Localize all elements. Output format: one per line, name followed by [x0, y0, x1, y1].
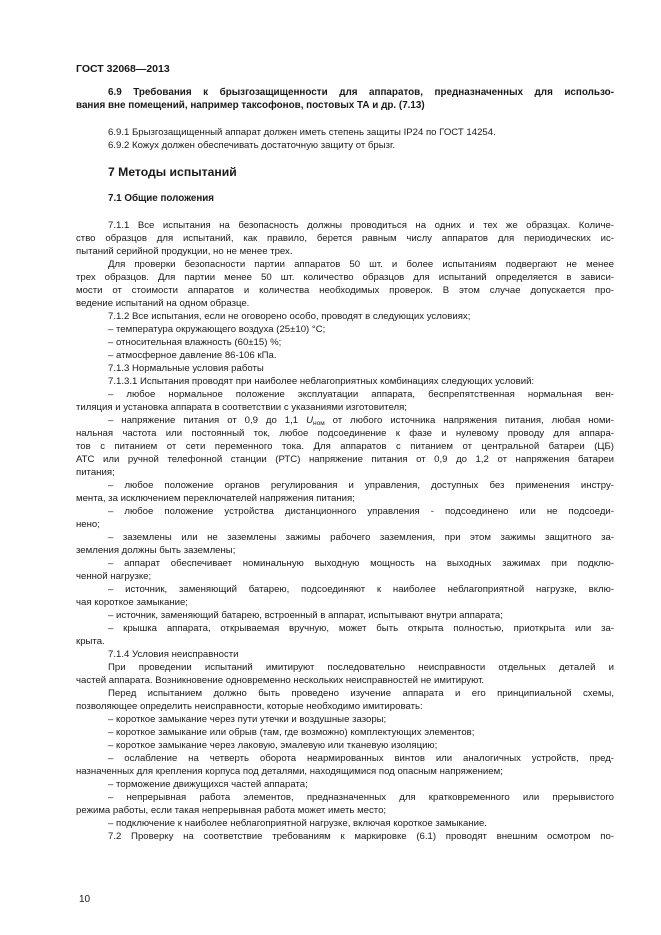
text-line: нальная частота или постоянный ток, любое подсоединение к фазе и нулевому проводу для аппара- — [76, 428, 614, 439]
text-line: 7.1.1 Все испытания на безопасность должны проводиться на одних и тех же образцах. Количе- — [108, 220, 614, 231]
text-line: – короткое замыкание через лаковую, эмалевую или тканевую изоляцию; — [108, 740, 438, 751]
text-fragment: от любого источника напряжения питания, любая номи- — [324, 415, 614, 426]
text-line — [76, 414, 614, 427]
text-line: чая короткое замыкание; — [76, 597, 188, 608]
section-7-1-title: 7.1 Общие положения — [108, 193, 215, 204]
text-line: При проведении испытаний имитируют последовательно неисправности отдельных деталей и — [108, 662, 614, 673]
text-line: 7.1.2 Все испытания, если не оговорено особо, проводят в следующих условиях; — [108, 311, 471, 322]
document-header: ГОСТ 32068—2013 — [76, 63, 170, 75]
text-line: Перед испытанием должно быть проведено изучение аппарата и его принципиальной схемы, — [108, 688, 614, 699]
text-line: – аппарат обеспечивает номинальную выходную мощность на выходных зажимах при подклю- — [108, 558, 614, 569]
text-line: крыта. — [76, 636, 105, 647]
text-line: ченной нагрузке; — [76, 571, 152, 582]
text-line: – подключение к наиболее неблагоприятной нагрузке, включая короткое замыкание. — [108, 818, 487, 829]
text-line: мости от стоимости аппаратов и количества необходимых проверок. В этом случае допускается про- — [76, 285, 614, 296]
text-line: частей аппарата. Возникновение одновременно нескольких неисправностей не имитируют. — [76, 675, 485, 686]
text-line: – короткое замыкание или обрыв (там, где возможно) комплектующих элементов; — [108, 727, 475, 738]
text-line: мента, за исключением переключателей напряжения питания; — [76, 493, 355, 504]
text-line: – атмосферное давление 86-106 кПа. — [108, 350, 277, 361]
text-line: – непрерывная работа элементов, предназначенных для кратковременного или прерывистого — [108, 792, 614, 803]
text-line: 7.1.4 Условия неисправности — [108, 649, 239, 660]
text-line: – заземлены или не заземлены зажимы рабочего заземления, при этом зажимы защитного за- — [108, 532, 614, 543]
text-line: – любое положение устройства дистанционного управления - подсоединено или не подсоеди- — [108, 506, 614, 517]
text-line: – относительная влажность (60±15) %; — [108, 337, 282, 348]
text-line: – короткое замыкание через пути утечки и воздушные зазоры; — [108, 714, 387, 725]
text-line: – ослабление на четверть оборота неармированных винтов или аналогичных устройств, пред- — [108, 753, 614, 764]
section-7-1-title-wrap — [76, 192, 614, 205]
text-line: АТС или ручной телефонной станции (РТС) напряжение питания от 0,9 до 1,2 от напряжения батареи — [76, 454, 614, 465]
section-title-line: вания вне помещений, например таксофонов, постовых ТА и др. (7.13) — [76, 99, 425, 111]
section-6-9-title — [76, 87, 614, 112]
text-line: режима работы, если такая непрерывная работа может иметь место; — [76, 805, 387, 816]
text-line: позволяющее определить неисправности, которые необходимо имитировать: — [76, 701, 423, 712]
text-line: трех образцов. Для партии менее 50 шт. количество образцов для испытаний определяется в зависи- — [76, 272, 614, 283]
paragraph: 6.9.1 Брызгозащищенный аппарат должен иметь степень защиты IP24 по ГОСТ 14254. — [108, 127, 496, 138]
text-line: питания; — [76, 467, 115, 478]
text-line: ведение испытаний на одном образце. — [76, 298, 250, 309]
text-line: пытаний серийной продукции, но не менее трех. — [76, 246, 293, 257]
text-line: назначенных для крепления корпуса под деталями, находящимися под опасным напряжением; — [76, 766, 503, 777]
section-7-1-body — [76, 219, 614, 843]
text-line: – источник, заменяющий батарею, встроенный в аппарат, испытывают внутри аппарата; — [108, 610, 503, 621]
text-line: тиляция и установка аппарата в соответствии с указаниями изготовителя; — [76, 402, 407, 413]
page-number: 10 — [79, 894, 91, 905]
text-line: 7.1.3.1 Испытания проводят при наиболее неблагоприятных комбинациях следующих условий: — [108, 376, 535, 387]
paragraph: 6.9.2 Кожух должен обеспечивать достаточную защиту от брызг. — [108, 140, 395, 151]
variable-u: U — [306, 415, 314, 426]
text-line: 7.2 Проверку на соответствие требованиям к маркировке (6.1) проводят внешним осмотром по- — [108, 831, 614, 842]
text-line: Для проверки безопасности партии аппаратов 50 шт. и более испытаниям подвергают не менее — [108, 259, 614, 270]
text-line: 7.1.3 Нормальные условия работы — [108, 363, 264, 374]
text-line: земления должны быть заземлены; — [76, 545, 236, 556]
subscript: ном — [313, 420, 325, 427]
text-line: – торможение движущихся частей аппарата; — [108, 779, 308, 790]
text-line: тов с питанием от сети переменного тока. Для аппаратов с питанием от центральной батареи (ЦБ) — [76, 441, 614, 452]
section-7-title-wrap — [76, 165, 614, 180]
text-line: – температура окружающего воздуха (25±10) °С; — [108, 324, 326, 335]
text-line: – любое положение органов регулирования и управления, доступных без применения инстру- — [108, 480, 614, 491]
text-line: ство образцов для испытаний, как правило, берется равным числу аппаратов для периодических ис- — [76, 233, 614, 244]
text-line: – источник, заменяющий батарею, подсоединяют к наиболее неблагоприятной нагрузке, вклю- — [108, 584, 614, 595]
text-line: – любое нормальное положение эксплуатации аппарата, беспрепятственная нормальная вен- — [108, 389, 614, 400]
section-7-title: 7 Методы испытаний — [108, 165, 237, 179]
text-line: – крышка аппарата, открываемая вручную, может быть открыта полностью, приоткрыта или за- — [108, 623, 614, 634]
section-6-9-body — [76, 126, 614, 152]
text-fragment: – напряжение питания от 0,9 до 1,1 — [108, 415, 307, 426]
text-line: нено; — [76, 519, 100, 530]
section-title-line: 6.9 Требования к брызгозащищенности для аппаратов, предназначенных для использо- — [108, 87, 614, 98]
